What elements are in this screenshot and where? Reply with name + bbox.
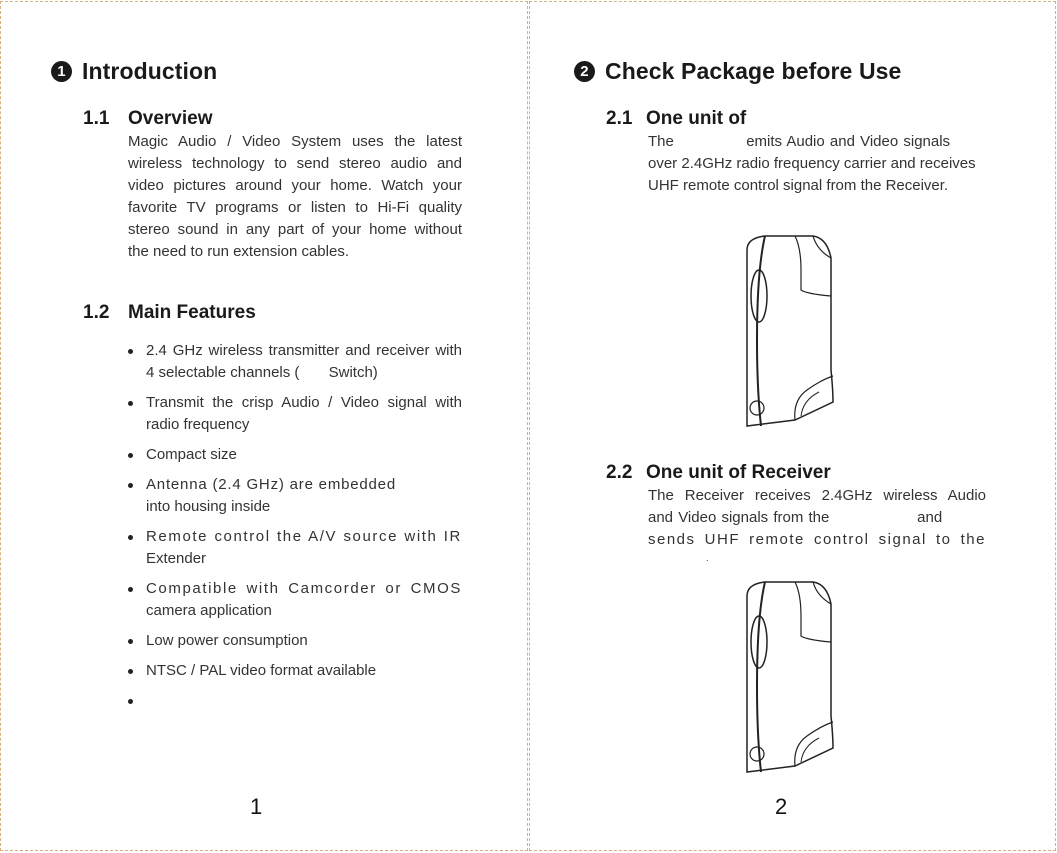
receiver-unit-icon — [735, 576, 845, 776]
paragraph-line: The Receiver receives 2.4GHz wireless Audio — [648, 487, 986, 504]
section-heading-check-package — [574, 58, 901, 85]
feature-item — [128, 660, 462, 682]
paragraph-line: sends UHF remote control signal to the — [648, 531, 986, 548]
page-number: 1 — [250, 794, 263, 819]
feature-text: into housing inside — [146, 498, 271, 515]
feature-text: NTSC / PAL video format available — [146, 662, 377, 679]
feature-item — [128, 340, 462, 384]
paragraph-line: The emits Audio and Video signals — [648, 133, 951, 150]
paragraph-line: favorite TV programs or listen to Hi-Fi quality — [128, 199, 462, 216]
feature-text: 2.4 GHz wireless transmitter and receiver with — [146, 342, 462, 359]
feature-item-empty — [128, 690, 462, 712]
transmitter-unit-icon — [735, 230, 845, 430]
paragraph-line: the need to run extension cables. — [128, 243, 349, 260]
transmitter-paragraph — [648, 131, 988, 197]
paragraph-line: video pictures around your home. Watch your — [128, 177, 462, 194]
feature-item — [128, 444, 462, 466]
feature-item — [128, 578, 462, 622]
feature-text: Compatible with Camcorder or CMOS — [146, 580, 462, 597]
feature-item — [128, 630, 462, 652]
subsection-title-transmitter: One unit of — [646, 108, 747, 129]
paragraph-line: UHF remote control signal from the Receiver. — [648, 177, 949, 194]
section-heading-introduction — [51, 58, 217, 85]
section-number-badge: 2 — [574, 61, 595, 82]
feature-text: 4 selectable channels ( Switch) — [146, 364, 378, 381]
feature-text: Transmit the crisp Audio / Video signal with — [146, 394, 462, 411]
feature-list — [128, 340, 462, 720]
paragraph-line: . — [706, 553, 709, 563]
feature-text: radio frequency — [146, 416, 250, 433]
feature-item — [128, 392, 462, 436]
subsection-title-receiver: One unit of Receiver — [646, 462, 831, 483]
subsection-title-main-features: Main Features — [128, 302, 256, 323]
paragraph-line: and Video signals from the and — [648, 509, 943, 526]
subsection-number: 1.2 — [83, 302, 110, 323]
subsection-number: 2.2 — [606, 462, 633, 483]
paragraph-line: over 2.4GHz radio frequency carrier and receives — [648, 155, 976, 172]
paragraph-line: wireless technology to send stereo audio and — [128, 155, 462, 172]
page-number: 2 — [775, 794, 788, 819]
feature-item — [128, 526, 462, 570]
section-title: Introduction — [82, 58, 218, 84]
manual-page-1 — [0, 1, 528, 851]
feature-text: Remote control the A/V source with IR — [146, 528, 462, 545]
feature-text: camera application — [146, 602, 272, 619]
overview-paragraph — [128, 131, 462, 263]
feature-item — [128, 474, 462, 518]
subsection-number: 1.1 — [83, 108, 110, 129]
receiver-paragraph — [648, 485, 986, 565]
subsection-title-overview: Overview — [128, 108, 213, 129]
section-number-badge: 1 — [51, 61, 72, 82]
manual-page-2 — [529, 1, 1056, 851]
section-title: Check Package before Use — [605, 58, 902, 84]
paragraph-line: Magic Audio / Video System uses the latest — [128, 133, 462, 150]
feature-text: Extender — [146, 550, 207, 567]
paragraph-line: stereo sound in any part of your home without — [128, 221, 462, 238]
subsection-number: 2.1 — [606, 108, 633, 129]
feature-text: Compact size — [146, 446, 237, 463]
feature-text: Antenna (2.4 GHz) are embedded — [146, 476, 396, 493]
feature-text: Low power consumption — [146, 632, 308, 649]
